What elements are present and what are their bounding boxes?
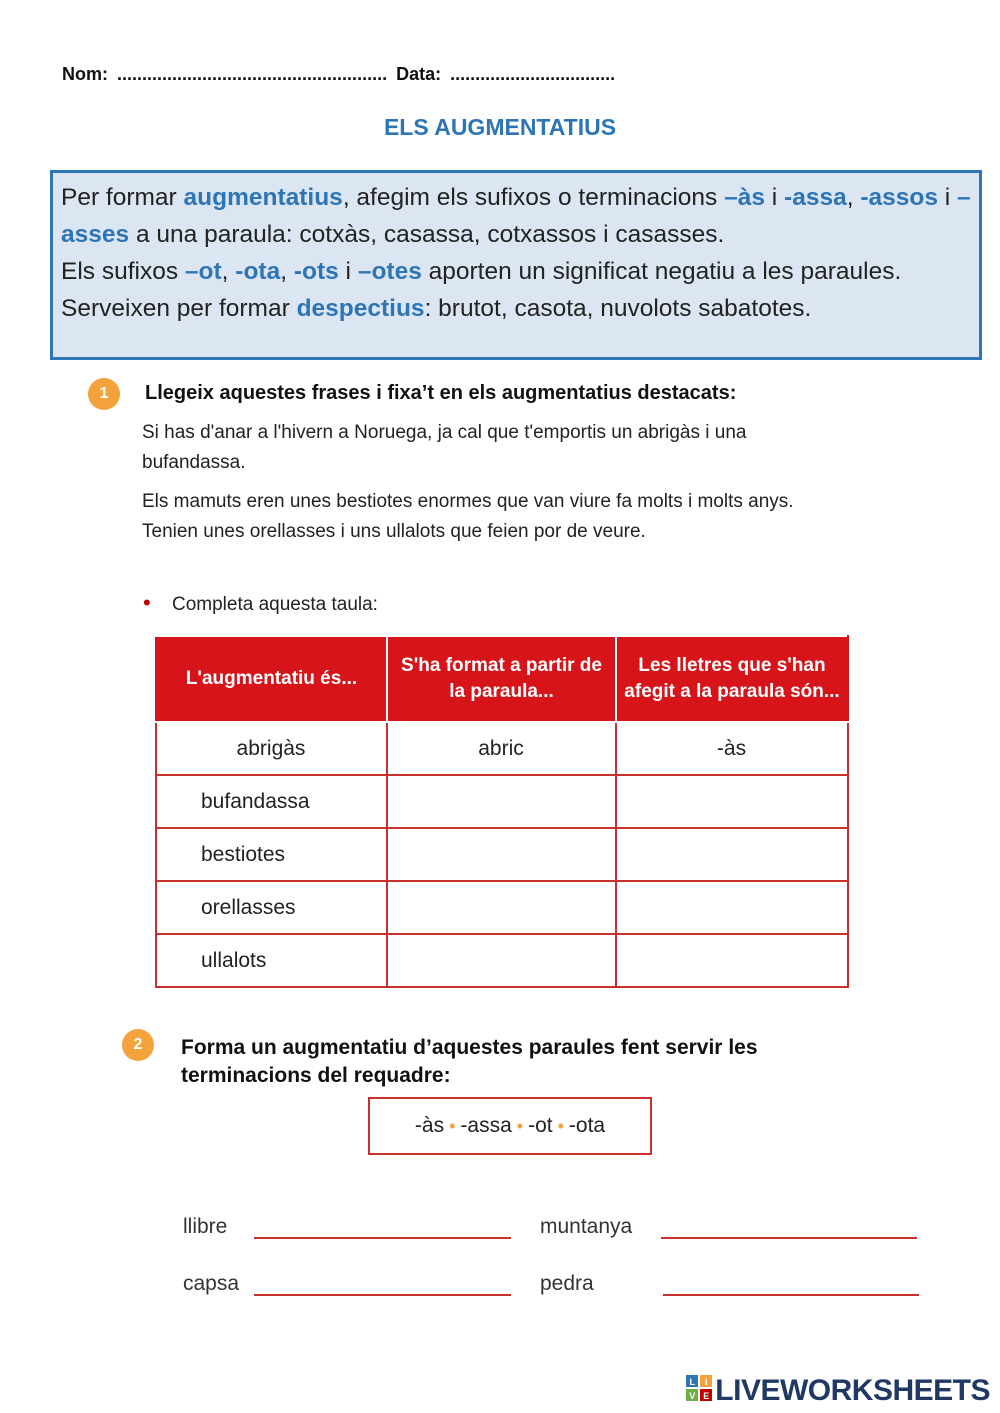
table-cell-suffix-input[interactable] xyxy=(616,828,848,881)
table-cell-word: bestiotes xyxy=(156,828,387,881)
info-text: Els sufixos xyxy=(61,258,185,285)
exercise-1-sentence-1: Si has d'anar a l'hivern a Noruega, ja cal que t'emportis un abrigàs i una bufandassa. xyxy=(142,422,747,473)
info-text: , afegim els sufixos o terminacions xyxy=(342,184,725,211)
augmentatius-table xyxy=(155,635,849,988)
info-text: i xyxy=(338,258,358,285)
info-suffix: –ot xyxy=(184,258,222,285)
info-suffix: –às xyxy=(724,184,765,211)
termination: -às xyxy=(414,1114,445,1137)
name-label: Nom: xyxy=(62,64,108,84)
info-highlight: augmentatius xyxy=(183,184,343,211)
word-label-muntanya: muntanya xyxy=(540,1215,633,1238)
terminations-box xyxy=(368,1097,652,1155)
logo-text: LIVEWORKSHEETS xyxy=(715,1374,990,1407)
answer-line-llibre[interactable] xyxy=(254,1237,511,1239)
table-row xyxy=(156,881,848,934)
table-cell-suffix: -às xyxy=(616,722,848,775)
info-text: , xyxy=(280,258,294,285)
table-cell-word: bufandassa xyxy=(156,775,387,828)
date-field[interactable]: ................................. xyxy=(450,64,616,84)
liveworksheets-mark-icon xyxy=(686,1375,712,1409)
table-row xyxy=(156,775,848,828)
date-label: Data: xyxy=(396,64,442,84)
termination: -assa xyxy=(460,1114,512,1137)
info-box xyxy=(50,170,982,360)
exercise-1-number-badge: 1 xyxy=(88,378,120,410)
table-cell-root-input[interactable] xyxy=(387,881,616,934)
info-suffix: –otes xyxy=(357,258,422,285)
exercise-1-sentence-2: Els mamuts eren unes bestiotes enormes que van viure fa molts i molts anys. Tenien unes orellasses i uns ullalots que feien por de veure. xyxy=(142,491,794,542)
info-suffix: –asses xyxy=(61,184,971,248)
table-cell-root-input[interactable] xyxy=(387,775,616,828)
bullet-dot-icon: • xyxy=(449,1116,456,1136)
table-row xyxy=(156,722,848,775)
name-date-line xyxy=(62,64,619,85)
word-label-llibre: llibre xyxy=(183,1215,228,1238)
word-label-capsa: capsa xyxy=(183,1272,240,1295)
info-suffix: -assa xyxy=(784,184,847,211)
info-text: i xyxy=(764,184,785,211)
termination: -ota xyxy=(568,1114,606,1137)
table-cell-suffix-input[interactable] xyxy=(616,934,848,987)
info-suffix: -ota xyxy=(235,258,281,285)
liveworksheets-logo xyxy=(686,1374,990,1409)
info-text: : brutot, casota, nuvolots sabatotes. xyxy=(424,295,812,322)
info-text: , xyxy=(221,258,236,285)
table-header-cell: S'ha format a partir de la paraula... xyxy=(387,636,616,722)
svg-text:E: E xyxy=(703,1391,710,1402)
exercise-1-instruction xyxy=(143,590,378,616)
termination: -ot xyxy=(528,1114,553,1137)
exercise-2-title-line-1: Forma un augmentatiu d’aquestes paraules fent servir les xyxy=(181,1036,758,1059)
page-title: ELS AUGMENTATIUS xyxy=(383,114,617,140)
bullet-dot-icon: • xyxy=(557,1116,564,1136)
table-header-cell: L'augmentatiu és... xyxy=(156,636,387,722)
svg-text:L: L xyxy=(689,1377,695,1388)
answer-line-muntanya[interactable] xyxy=(661,1237,917,1239)
table-row xyxy=(156,828,848,881)
answer-line-pedra[interactable] xyxy=(663,1294,919,1296)
table-header-row xyxy=(156,636,848,722)
info-text: a una paraula: cotxàs, casassa, cotxassos i casasses. xyxy=(129,221,725,248)
table-cell-root: abric xyxy=(387,722,616,775)
info-text: i xyxy=(937,184,958,211)
exercise-2-title xyxy=(181,1034,758,1090)
table-cell-root-input[interactable] xyxy=(387,828,616,881)
exercise-2-title-line-2: terminacions del requadre: xyxy=(181,1064,451,1087)
table-cell-word: ullalots xyxy=(156,934,387,987)
info-highlight: despectius xyxy=(296,295,425,322)
table-cell-suffix-input[interactable] xyxy=(616,775,848,828)
info-text: , xyxy=(846,184,861,211)
bullet-dot-icon: • xyxy=(516,1116,524,1136)
table-cell-suffix-input[interactable] xyxy=(616,881,848,934)
info-text: Per formar xyxy=(61,184,184,211)
exercise-2-number-badge: 2 xyxy=(122,1029,154,1061)
exercise-1-title: Llegeix aquestes frases i fixa’t en els augmentatius destacats: xyxy=(145,382,737,404)
svg-text:V: V xyxy=(689,1391,696,1402)
answer-line-capsa[interactable] xyxy=(254,1294,511,1296)
name-field[interactable]: ...................................................... xyxy=(117,64,388,84)
info-suffix: -assos xyxy=(860,184,938,211)
table-row xyxy=(156,934,848,987)
instruction-text: Completa aquesta taula: xyxy=(171,594,378,615)
info-text: aporten un significat negatiu a les paraules. Serveixen per formar xyxy=(61,258,902,322)
svg-text:I: I xyxy=(705,1377,708,1388)
table-cell-word: abrigàs xyxy=(156,722,387,775)
bullet-icon: • xyxy=(143,590,151,615)
table-cell-word: orellasses xyxy=(156,881,387,934)
table-cell-root-input[interactable] xyxy=(387,934,616,987)
word-label-pedra: pedra xyxy=(540,1272,594,1295)
info-suffix: -ots xyxy=(293,258,339,285)
table-header-cell: Les lletres que s'han afegit a la paraula són... xyxy=(616,636,848,722)
